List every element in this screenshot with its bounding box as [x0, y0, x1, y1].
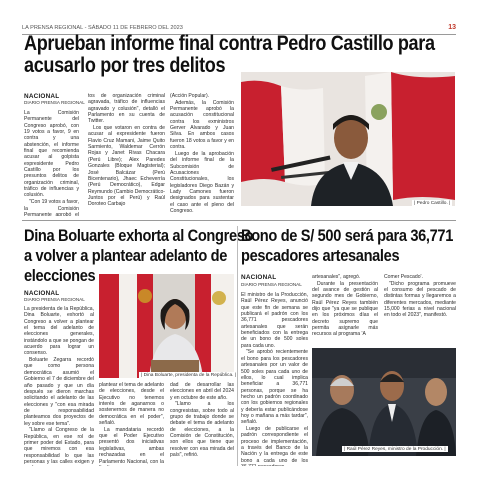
story3-headline — [241, 226, 453, 266]
paragraph: "Se aprobó recientemente el bono para los pescadores artesanales por un valor de 500 soles para cada uno de ellos, lo cual implica beneficiar a 36,771 personas, porque se ha hecho un padrón coordinado con los gobiernos regionales y debería estar publicándose hoy o mañana a más tardar", señaló. — [241, 349, 308, 426]
paragraph: Luego de publicarse el padrón correspondiente el proceso de implementación, a través del Banco de la Nación y la entrega de este bono a cada uno de los — [241, 426, 308, 464]
story2-column-1 — [24, 306, 94, 466]
paragraph: Boluarte Zegarra recordó que como persona democrática asumió el Gobierno el 7 de diciembre del año pasado y que un día después se dieron marchas solicitando el adelanto de las elecciones y "con esa mirada de responsabilidad planteamos dos proyectos de ley sobre ese tema". — [24, 357, 94, 427]
story1-photo — [241, 72, 455, 206]
story3-column-3 — [384, 274, 456, 348]
story2-column-3 — [170, 382, 234, 466]
paragraph: Luego de la aprobación del informe final de la Subcomisión de Acusaciones Constitucionales, los legisladores Diego Bazán y Lady Camones fueron designados para sustentar el caso ante el pleno del Congreso. — [170, 150, 234, 214]
paragraph: plantear el tema de adelanto de elecciones, desde el Ejecutivo no tenemos interés de aganarnos o sostenernos de manera no democrática en el poder", señaló. — [99, 382, 164, 427]
story3-column-1 — [241, 292, 308, 466]
paragraph: "Dicho programa promueve el consumo del pescado de distintas formas y llegaremos a diferentes mercados, mediante 15,000 ferias a nivel nacional en todo el 2023", manifestó. — [384, 280, 456, 319]
column-divider — [237, 226, 238, 466]
paragraph: Los que votaron en contra de acusar al expresidente fueron Flavio Cruz Mamani, Jaime Quito Sarmiento, Waldemar Cerrón Rojas y Janet Rivas Chacara (Perú Libre); Alex Paredes Gonzales (Bloque Magisterial); José Balcázar (Perú Bicentenario), Jhaec Echeverría (Perú Democrático), Edgar Reymundo (Cambio Democrático-Juntos por el Perú) y Raúl Doroteo Carbajo — [88, 125, 165, 208]
story2-photo-caption: | Dina Boluarte, presidenta de la República. | — [141, 372, 237, 378]
paragraph: Comer Pescado'. — [384, 274, 423, 280]
story1-headline — [24, 33, 435, 77]
paragraph: Durante la presentación del avance de gestión al segundo mes de Gobierno, Raúl Pérez Reyes también dijo que "ya que se publique en los próximos días el decreto supremo que permita asignarle más recursos al programa 'A — [312, 280, 378, 338]
dina-boluarte-photo-illustration — [99, 274, 234, 378]
paragraph: artesanales", agregó. — [312, 274, 361, 280]
paragraph: La mandataria recordó que el Poder Ejecutivo presentó dos iniciativas legislativas, ambas rechazadas en el Parlamento Nacional, con la — [99, 426, 164, 465]
story1-column-3 — [170, 93, 234, 216]
story3-source: DIARIO PRENSA REGIONAL — [241, 282, 302, 287]
paragraph: "Llamo al Congreso de la República, en ese rol de primer poder del Estado, para que miremos con esa responsabilidad lo que las personas y las calles exigen y — [24, 427, 94, 466]
story2-headline-line2: a volver a plantear adelanto de — [24, 246, 228, 265]
story2-photo — [99, 274, 234, 378]
story1-section: NACIONAL — [24, 93, 60, 100]
story1-column-1 — [24, 110, 79, 216]
story2-source: DIARIO PRENSA REGIONAL — [24, 297, 85, 302]
story3-headline-line1: Bono de S/ 500 será para 36,771 — [241, 226, 454, 245]
paragraph: Además, la Comisión Permanente aprobó la acusación constitucional contra los exministros Gerver Alvarado y Juan Silva. En ambos casos fueron 18 votos a favor y en contra. — [170, 99, 234, 151]
story2-section: NACIONAL — [24, 290, 60, 297]
story3-column-2 — [312, 274, 378, 348]
story2-headline-line3: elecciones — [24, 266, 96, 285]
story3-section: NACIONAL — [241, 274, 277, 281]
story1-source: DIARIO PRENSA REGIONAL — [24, 100, 85, 105]
story3-photo — [312, 348, 456, 456]
story1-photo-caption: | Pedro Castillo. | — [414, 200, 451, 206]
story1-headline-line1: Aprueban informe final contra Pedro Castillo para — [24, 32, 435, 55]
paragraph: (Acción Popular). — [170, 93, 210, 99]
paragraph: La presidenta de la República, Dina Boluarte, exhortó al Congreso a volver a plantear el tema del adelanto de elecciones generales, instándolo a que se pongan de acuerdo para lograr un consenso. — [24, 306, 94, 357]
story1-column-2 — [88, 93, 165, 216]
raul-perez-reyes-photo-illustration — [312, 348, 456, 456]
paragraph: El ministro de la Producción, Raúl Pérez Reyes, anunció que este fin de semana se publicará el padrón con los 36,771 pescadores artesanales que serán beneficiados con la entrega de un bono de 500 soles para cada uno. — [241, 292, 308, 349]
story3-headline-line2: pescadores artesanales — [241, 246, 400, 265]
pedro-castillo-photo-illustration — [241, 72, 455, 206]
story3-photo-caption: | Raúl Pérez Reyes, ministro de la Producción. | — [344, 446, 446, 452]
page-number: 13 — [448, 24, 456, 31]
story1-headline-line2: acusarlo por tres delitos — [24, 54, 226, 77]
paragraph: "Llamo a los congresistas, sobre todo al grupo de trabajo donde se debate el tema de adelanto de elecciones, a la Comisión de Constitución, son ellos que tiene que resolver con esa mirada del país", refirió. — [170, 401, 234, 459]
section-divider — [22, 220, 456, 221]
paragraph: La Comisión Permanente del Congreso aprobó, con 19 votos a favor, 9 en contra y una abstención, el informe final que recomienda acusar al golpista expresidente Pedro Castillo por los presuntos delitos de organización criminal, tráfico de influencias y colusión. — [24, 110, 79, 199]
story2-headline-line1: Dina Boluarte exhorta al Congreso — [24, 226, 254, 245]
publication-date: LA PRENSA REGIONAL - SÁBADO 11 DE FEBRERO DEL 2023 — [22, 25, 183, 31]
paragraph: tos de organización criminal agravada, tráfico de influencias agravado y colusión", detalló el Parlamento en su cuenta de Twitter. — [88, 93, 165, 125]
paragraph: dad de desarrollar las elecciones en abril del 2024 y en octubre de este año. — [170, 382, 234, 401]
story2-column-2 — [99, 382, 164, 466]
paragraph: "Con 19 votos a favor, la Comisión Permanente aprobó el — [24, 199, 79, 216]
